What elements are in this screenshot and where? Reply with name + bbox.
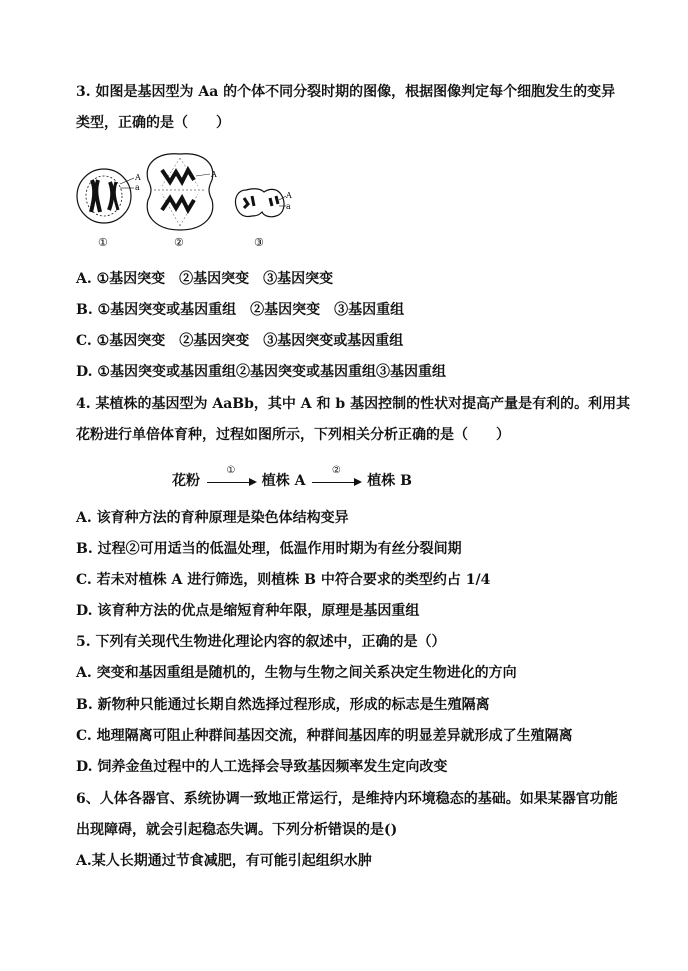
q4-stem-line1: 4. 某植株的基因型为 AaBb，其中 A 和 b 基因控制的性状对提高产量是有利的。利用其	[76, 396, 631, 412]
cell-1	[77, 169, 141, 249]
q6-stem-line2: 出现障碍，就会引起稳态失调。下列分析错误的是()	[76, 822, 398, 838]
cell-3-gene-A: A	[286, 191, 292, 200]
cell-3-label: ③	[254, 236, 264, 249]
q3-option-b: B. ①基因突变或基因重组 ②基因突变 ③基因重组	[76, 302, 405, 318]
q3-option-d: D. ①基因突变或基因重组②基因突变或基因重组③基因重组	[76, 364, 446, 380]
flow-step-2: ②	[331, 465, 341, 476]
cell-1-label: ①	[98, 236, 108, 249]
q4-stem-line2: 花粉进行单倍体育种，过程如图所示，下列相关分析正确的是（ ）	[76, 427, 510, 443]
q4-option-d: D. 该育种方法的优点是缩短育种年限，原理是基因重组	[76, 603, 420, 619]
flow-mid: 植株 A	[261, 473, 306, 489]
q3-stem-line1: 3. 如图是基因型为 Aa 的个体不同分裂时期的图像，根据图像判定每个细胞发生的变异	[76, 84, 616, 100]
cell-1-gene-a: a	[135, 183, 140, 192]
q5-option-c: C. 地理隔离可阻止种群间基因交流，种群间基因库的明显差异就形成了生殖隔离	[76, 728, 573, 744]
q4-option-c: C. 若未对植株 A 进行筛选，则植株 B 中符合要求的类型约占 1/4	[76, 572, 491, 588]
cell-1-gene-A: A	[135, 173, 141, 182]
q6-stem-line1: 6、人体各器官、系统协调一致地正常运行，是维持内环境稳态的基础。如果某器官功能	[76, 791, 618, 807]
q6-option-a: A.某人长期通过节食减肥，有可能引起组织水肿	[76, 853, 372, 869]
q5-stem-line1: 5. 下列有关现代生物进化理论内容的叙述中，正确的是（）	[76, 634, 446, 650]
cell-3-gene-a: a	[286, 202, 291, 211]
q4-option-a: A. 该育种方法的育种原理是染色体结构变异	[76, 510, 349, 526]
cell-2-gene-A: A	[211, 170, 217, 179]
breeding-flow-diagram	[172, 465, 412, 491]
flow-step-1: ①	[226, 465, 236, 476]
flow-arrow-2	[310, 465, 362, 491]
q5-option-a: A. 突变和基因重组是随机的，生物与生物之间关系决定生物进化的方向	[76, 665, 517, 681]
q3-option-a: A. ①基因突变 ②基因突变 ③基因突变	[76, 271, 334, 287]
q4-option-b: B. 过程②可用适当的低温处理，低温作用时期为有丝分裂间期	[76, 541, 462, 557]
cell-division-figure	[76, 150, 296, 250]
cell-2-label: ②	[174, 236, 184, 249]
cell-3	[235, 189, 292, 249]
q3-stem-line2: 类型，正确的是（ ）	[76, 115, 230, 131]
flow-end: 植株 B	[367, 473, 412, 489]
q3-option-c: C. ①基因突变 ②基因突变 ③基因突变或基因重组	[76, 333, 404, 349]
q5-option-b: B. 新物种只能通过长期自然选择过程形成，形成的标志是生殖隔离	[76, 697, 490, 713]
q5-option-d: D. 饲养金鱼过程中的人工选择会导致基因频率发生定向改变	[76, 759, 448, 775]
flow-arrow-1	[205, 465, 257, 491]
cell-2	[147, 154, 217, 249]
flow-start: 花粉	[172, 473, 200, 489]
